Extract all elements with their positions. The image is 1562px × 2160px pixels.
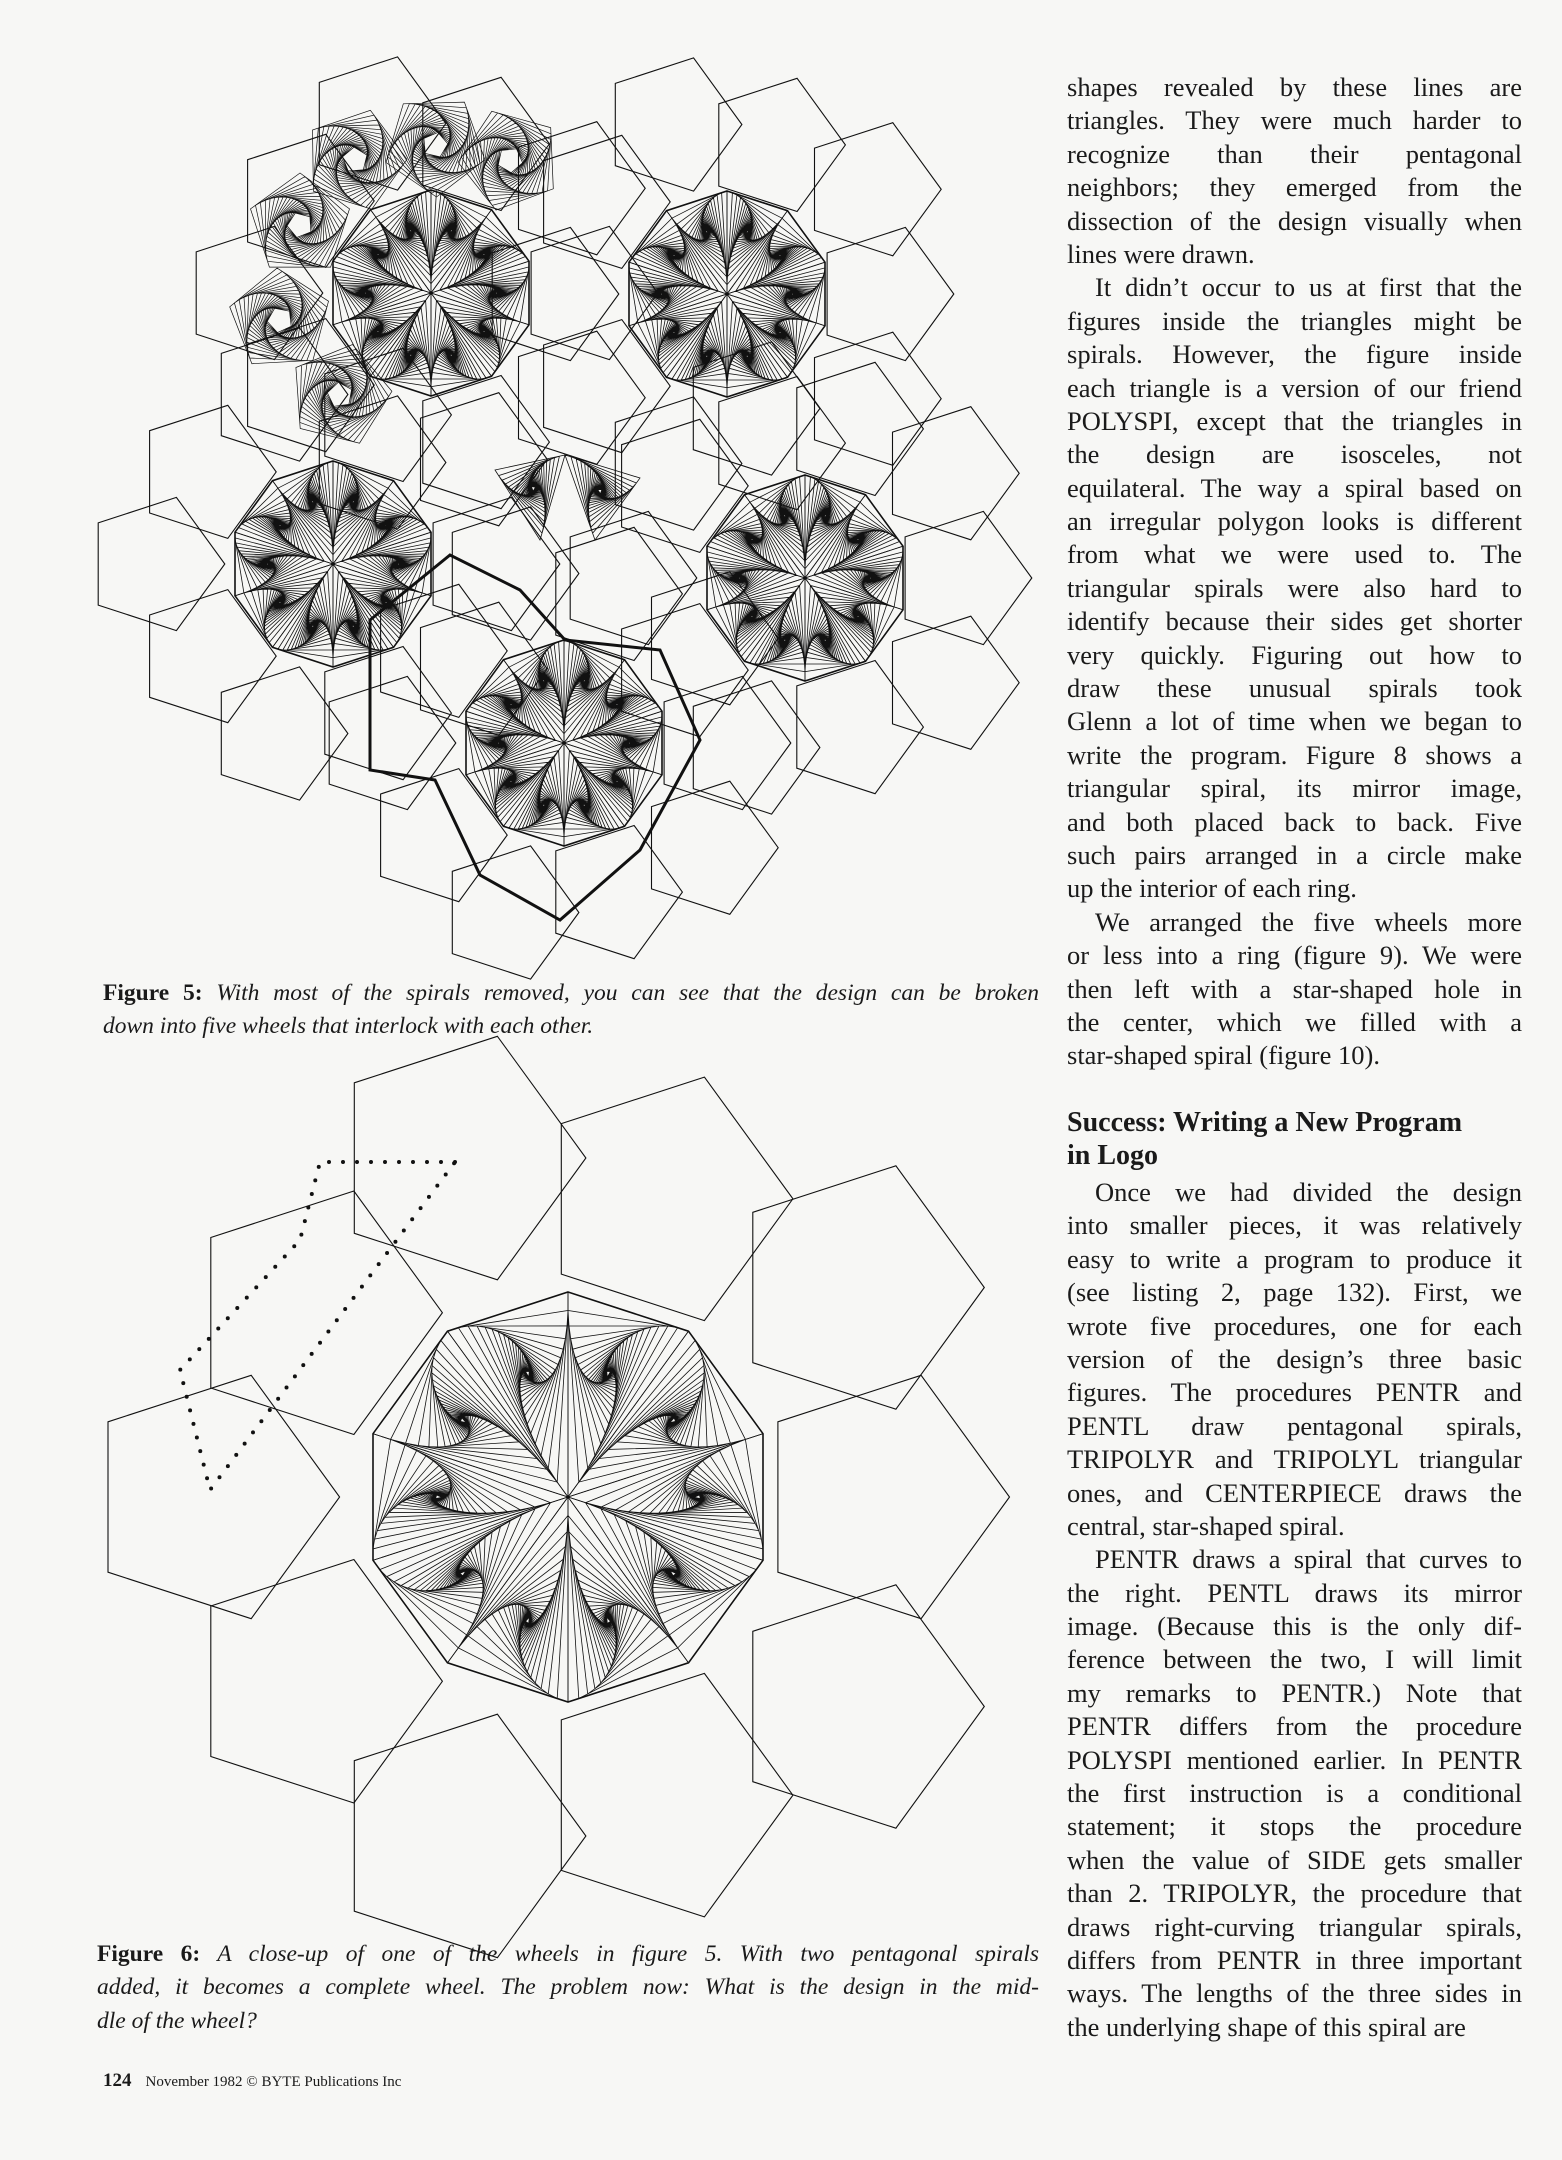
- body-text-line: (see listing 2, page 132). First, we: [1067, 1277, 1522, 1308]
- pentagon: [797, 661, 924, 794]
- body-text-line: equilateral. The way a spiral based on: [1067, 472, 1522, 503]
- spiral: [495, 455, 565, 540]
- footer-credit: November 1982 © BYTE Publications Inc: [145, 2074, 402, 2090]
- pentagon: [221, 328, 348, 461]
- pentagon: [452, 846, 579, 979]
- pentagon: [615, 397, 742, 530]
- body-text-line: when the value of SIDE gets smaller: [1067, 1844, 1522, 1875]
- body-text-line: star-shaped spiral (figure 10).: [1067, 1040, 1380, 1071]
- pentagon: [423, 77, 550, 210]
- body-text-line: PENTR draws a spiral that curves to: [1095, 1544, 1522, 1575]
- body-text-line: ones, and CENTERPIECE draws the: [1067, 1477, 1522, 1508]
- body-text-line: ways. The lengths of the three sides in: [1067, 1978, 1522, 2009]
- caption-text: dle of the wheel?: [97, 2007, 257, 2034]
- pentagon: [325, 647, 452, 780]
- pentagon: [615, 58, 742, 191]
- body-text-line: dissection of the design visually when: [1067, 205, 1522, 236]
- body-text-line: It didn’t occur to us at first that the: [1095, 272, 1522, 303]
- text-column-bottom: [1067, 1176, 1522, 2044]
- body-text-line: the underlying shape of this spiral are: [1067, 2011, 1466, 2042]
- body-text-line: neighbors; they emerged from the: [1067, 172, 1522, 203]
- section-heading: [1067, 1106, 1527, 1172]
- pentagon: [753, 1585, 985, 1828]
- body-text-line: very quickly. Figuring out how to: [1067, 639, 1522, 670]
- dotted-outline: [180, 1162, 455, 1490]
- body-text-line: image. (Because this is the only dif-: [1067, 1611, 1522, 1642]
- body-text-line: the right. PENTL draws its mirror: [1067, 1577, 1522, 1608]
- body-text-line: POLYSPI mentioned earlier. In PENTR: [1067, 1744, 1522, 1775]
- body-text-line: then left with a star-shaped hole in: [1067, 973, 1522, 1004]
- body-text-line: figures inside the triangles might be: [1067, 305, 1522, 336]
- body-text-line: from what we were used to. The: [1067, 539, 1522, 570]
- body-text-line: draw these unusual spirals took: [1067, 673, 1522, 704]
- heading-line: Success: Writing a New Program: [1067, 1107, 1463, 1138]
- heading-line: in Logo: [1067, 1140, 1159, 1171]
- pentagon: [556, 826, 683, 959]
- body-text-line: the first instruction is a conditional: [1067, 1778, 1522, 1809]
- figure-6-wheel-closeup-drawing: [108, 1036, 1010, 1957]
- body-text-line: my remarks to PENTR.) Note that: [1067, 1677, 1522, 1708]
- body-text-line: the design are isosceles, not: [1067, 439, 1522, 470]
- body-text-line: easy to write a program to produce it: [1067, 1243, 1522, 1274]
- body-text-line: wrote five procedures, one for each: [1067, 1310, 1522, 1341]
- pentagon: [693, 681, 820, 814]
- body-text-line: recognize than their pentagonal: [1067, 138, 1522, 169]
- body-text-line: PENTR differs from the procedure: [1067, 1711, 1522, 1742]
- body-text-line: triangles. They were much harder to: [1067, 105, 1522, 136]
- pentagon: [827, 227, 954, 360]
- figure-5-caption: [103, 976, 1039, 1043]
- caption-text: added, it becomes a complete wheel. The problem now: What is the design in the mid-: [97, 1974, 1039, 2001]
- pentagon: [354, 1036, 586, 1280]
- body-text-line: TRIPOLYR and TRIPOLYL triangular: [1067, 1444, 1522, 1475]
- pentagon: [905, 511, 1032, 644]
- spiral: [565, 455, 640, 540]
- body-text-line: spirals. However, the figure inside: [1067, 339, 1522, 370]
- body-text-line: into smaller pieces, it was relatively: [1067, 1210, 1522, 1241]
- body-text-line: an irregular polygon looks is different: [1067, 506, 1522, 537]
- body-text-line: write the program. Figure 8 shows a: [1067, 739, 1522, 770]
- body-text-line: version of the design’s three basic: [1067, 1343, 1522, 1374]
- body-text-line: draws right-curving triangular spirals,: [1067, 1911, 1522, 1942]
- caption-text: A close-up of one of the wheels in figure 5. With two pentagonal spirals: [217, 1941, 1039, 1967]
- caption-label: Figure 6:: [97, 1941, 201, 1967]
- body-text-line: We arranged the five wheels more: [1095, 906, 1522, 937]
- pentagon: [797, 362, 924, 495]
- body-text-line: such pairs arranged in a circle make: [1067, 839, 1522, 870]
- pentagon: [778, 1375, 1010, 1618]
- body-text-line: Once we had divided the design: [1095, 1177, 1522, 1207]
- body-text-line: triangular spirals were also hard to: [1067, 572, 1522, 603]
- pentagon: [561, 1077, 793, 1321]
- body-text-line: lines were drawn.: [1067, 238, 1255, 269]
- body-text-line: POLYSPI, except that the triangles in: [1067, 405, 1522, 436]
- body-text-line: up the interior of each ring.: [1067, 873, 1357, 904]
- text-column-top: [1067, 71, 1522, 1073]
- body-text-line: central, star-shaped spiral.: [1067, 1510, 1345, 1541]
- page-number: 124: [103, 2070, 132, 2091]
- body-text-line: than 2. TRIPOLYR, the procedure that: [1067, 1878, 1522, 1909]
- body-text-line: Glenn a lot of time when we began to: [1067, 706, 1522, 737]
- pentagon: [354, 1714, 586, 1958]
- body-text-line: statement; it stops the procedure: [1067, 1811, 1522, 1842]
- page-footer: [103, 2070, 401, 2092]
- pentagon: [108, 1375, 340, 1618]
- body-text-line: triangular spiral, its mirror image,: [1067, 773, 1522, 804]
- body-text-line: ference between the two, I will limit: [1067, 1644, 1522, 1675]
- pentagon: [719, 78, 846, 211]
- caption-text: With most of the spirals removed, you can see that the design can be broken: [216, 980, 1040, 1006]
- spiral: [251, 173, 350, 267]
- body-text-line: or less into a ring (figure 9). We were: [1067, 940, 1522, 971]
- caption-label: Figure 5:: [103, 980, 203, 1006]
- body-text-line: figures. The procedures PENTR and: [1067, 1377, 1522, 1408]
- pentagon: [561, 1673, 793, 1917]
- body-text-line: each triangle is a version of our friend: [1067, 372, 1522, 403]
- body-text-line: shapes revealed by these lines are: [1067, 72, 1522, 102]
- spiral: [458, 111, 553, 210]
- figure-6-caption: [97, 1937, 1039, 2037]
- body-text-line: PENTL draw pentagonal spirals,: [1067, 1410, 1522, 1441]
- pentagon: [211, 1191, 443, 1435]
- pentagon: [452, 507, 579, 640]
- figure-5-wheels-drawing: [98, 57, 1032, 979]
- body-text-line: the center, which we filled with a: [1067, 1006, 1522, 1037]
- body-text-line: and both placed back to back. Five: [1067, 806, 1522, 837]
- pentagon: [211, 1560, 443, 1804]
- pentagon: [664, 676, 791, 809]
- body-text-line: differs from PENTR in three important: [1067, 1944, 1522, 1975]
- spiral: [386, 102, 485, 197]
- caption-text: down into five wheels that interlock with each other.: [103, 1013, 594, 1040]
- body-text-line: identify because their sides get shorter: [1067, 606, 1522, 637]
- pentagon: [753, 1166, 985, 1409]
- spiral: [313, 110, 408, 209]
